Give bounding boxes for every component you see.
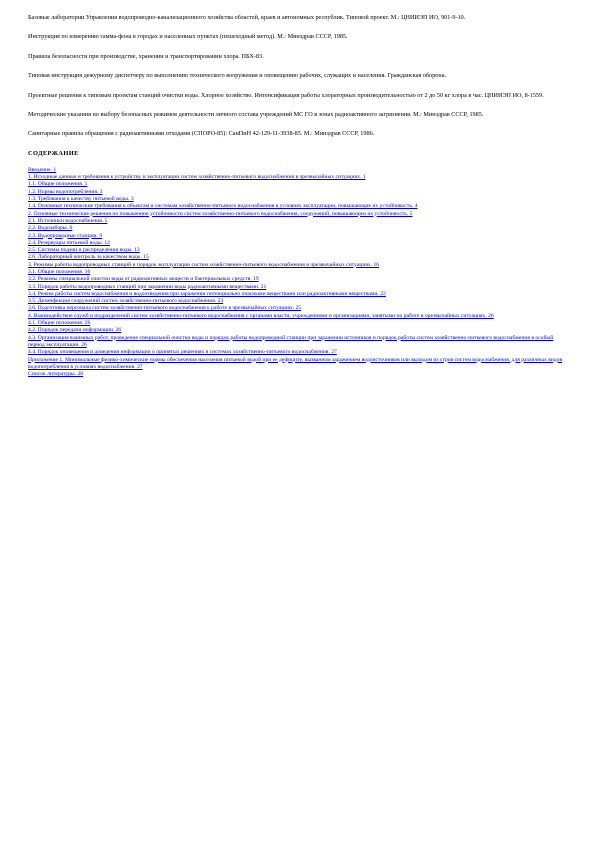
toc-link[interactable]: Введение. 1 <box>28 166 57 173</box>
reference-paragraph: Правила безопасности при производстве, хранении и транспортировании хлора. ПБХ-83. <box>28 52 264 60</box>
toc-link[interactable]: 1.3. Требования к качеству питьевой воды. 3 <box>28 196 134 203</box>
toc-link[interactable]: 2. Основные технические решения по повышению устойчивости систем хозяйственно-питьевого водоснабжения, сооружений, повышающим их устойчивость. 5 <box>28 210 413 217</box>
toc-link[interactable]: 4.4. Порядок оповещения и доведения информации о принятых решениях в системах хозяйственно-питьевого водоснабжения. 27 <box>28 349 337 356</box>
toc-link[interactable]: 2.2. Водозаборы. 6 <box>28 225 73 232</box>
document-content <box>28 14 568 378</box>
toc-link[interactable]: 1.1. Общие положения. 1 <box>28 181 88 188</box>
toc-link[interactable]: 1.2. Нормы водопотребления. 3 <box>28 188 103 195</box>
toc-link[interactable]: 3.4. Режим работы систем водоснабжения и водоотведения при заражении потенциально опасными веществами или радиоактивными веществами. 22 <box>28 290 386 297</box>
toc-link[interactable]: 3.3. Порядок работы водопроводных станций при заражении воды радиоактивными веществами. 21 <box>28 283 267 290</box>
toc-link[interactable]: 3.6. Подготовка персонала систем хозяйственно-питьевого водоснабжения к работе в чрезвычайных ситуациях. 25 <box>28 305 302 312</box>
toc-link[interactable]: 4.3. Организация взаимных работ, проведение специальной очистки воды и порядок работы водопроводной станции при заражении источников и порядок работы систем хозяйственно-питьевого водоснабжения в особый период эксплуатации. 26 <box>28 334 554 348</box>
toc-link[interactable]: 3. Режимы работы водопроводных станций и порядок эксплуатации систем хозяйственно-питьевого водоснабжения в чрезвычайных ситуациях. 16 <box>28 261 380 268</box>
toc-link[interactable]: 3.5. Дезинфекция сооружений систем хозяйственно-питьевого водоснабжения. 23 <box>28 298 224 305</box>
reference-paragraph: Методические указания по выбору безопасных режимов деятельности личного состава учреждений МС ГО в зонах радиоактивного загрязнения. М.: Минздрав СССР, 1985. <box>28 111 484 119</box>
toc-link[interactable]: Приложение 1. Минимальные физико-химические нормы обеспечения населения питьевой водой при ее дефиците, вызванном заражением водоисточников или выходом из строя систем водоснабжения, для различных видов водопотребления в условиях водоснабжения. 27 <box>28 356 563 370</box>
toc-heading: СОДЕРЖАНИЕ <box>28 149 79 157</box>
toc-link[interactable]: 2.6. Лабораторный контроль за качеством воды. 15 <box>28 254 149 261</box>
toc-link[interactable]: 2.5. Системы подачи и распределения воды. 13 <box>28 247 140 254</box>
table-of-contents <box>28 167 568 379</box>
toc-link[interactable]: 2.4. Резервуары питьевой воды. 12 <box>28 239 110 246</box>
toc-link[interactable]: 4.2. Порядок передачи информации. 26 <box>28 327 122 334</box>
toc-link[interactable]: Список литературы. 28 <box>28 371 84 378</box>
reference-paragraph: Базовые лаборатории Управления водопроводно-канализационного хозяйства областей, краев и автономных республик. Типовой проект. М.: ЦНИИЭП ИО, 901-9-10. <box>28 14 466 21</box>
toc-link[interactable]: 1. Исходные данные и требования к устройству и эксплуатации систем хозяйственно-питьевого водоснабжения в чрезвычайных ситуациях. 1 <box>28 174 366 181</box>
toc-link[interactable]: 3.2. Режимы специальной очистки воды от радиоактивных веществ и бактериальных средств. 19 <box>28 276 259 283</box>
toc-link[interactable]: 2.1. Источники водоснабжения. 5 <box>28 217 108 224</box>
references-list <box>28 14 568 139</box>
toc-link[interactable]: 4. Взаимодействие служб и подразделений систем хозяйственно-питьевого водоснабжения с органами власти, учреждениями и организациями, занятыми по работе в чрезвычайных ситуациях. 26 <box>28 312 494 319</box>
toc-link[interactable]: 3.1. Общие положения. 16 <box>28 269 91 275</box>
toc-link[interactable]: 2.3. Водопроводные станции. 9 <box>28 232 103 239</box>
reference-paragraph: Санитарные правила обращения с радиоактивными отходами (СПОРО-85): СанПиН 42-129-11-3938-85. М.: Минздрав СССР, 1986. <box>28 130 375 138</box>
reference-paragraph: Типовая инструкция дежурному диспетчеру по выполнению технического вооружения и оповещению рабочих, служащих и населения. Гражданская оборона. <box>28 72 446 80</box>
reference-paragraph: Инструкция по измерению гамма-фона в городах и населенных пунктах (пешеходный метод). М.: Минздрав СССР, 1985. <box>28 33 348 41</box>
toc-link[interactable]: 1.4. Основные технические требования к объектам и системам хозяйственно-питьевого водоснабжения в условиях эксплуатации, повышающие их устойчивость. 4 <box>28 203 418 210</box>
reference-paragraph: Проектные решения к типовым проектам станций очистки воды. Хлорное хозяйство. Интенсификация работы хлораторных производительностью от 2 до 50 кг хлора в час. ЦНИИЭП ИО, 8-1559. <box>28 91 544 99</box>
toc-link[interactable]: 4.1. Общие положения. 26 <box>28 320 91 327</box>
